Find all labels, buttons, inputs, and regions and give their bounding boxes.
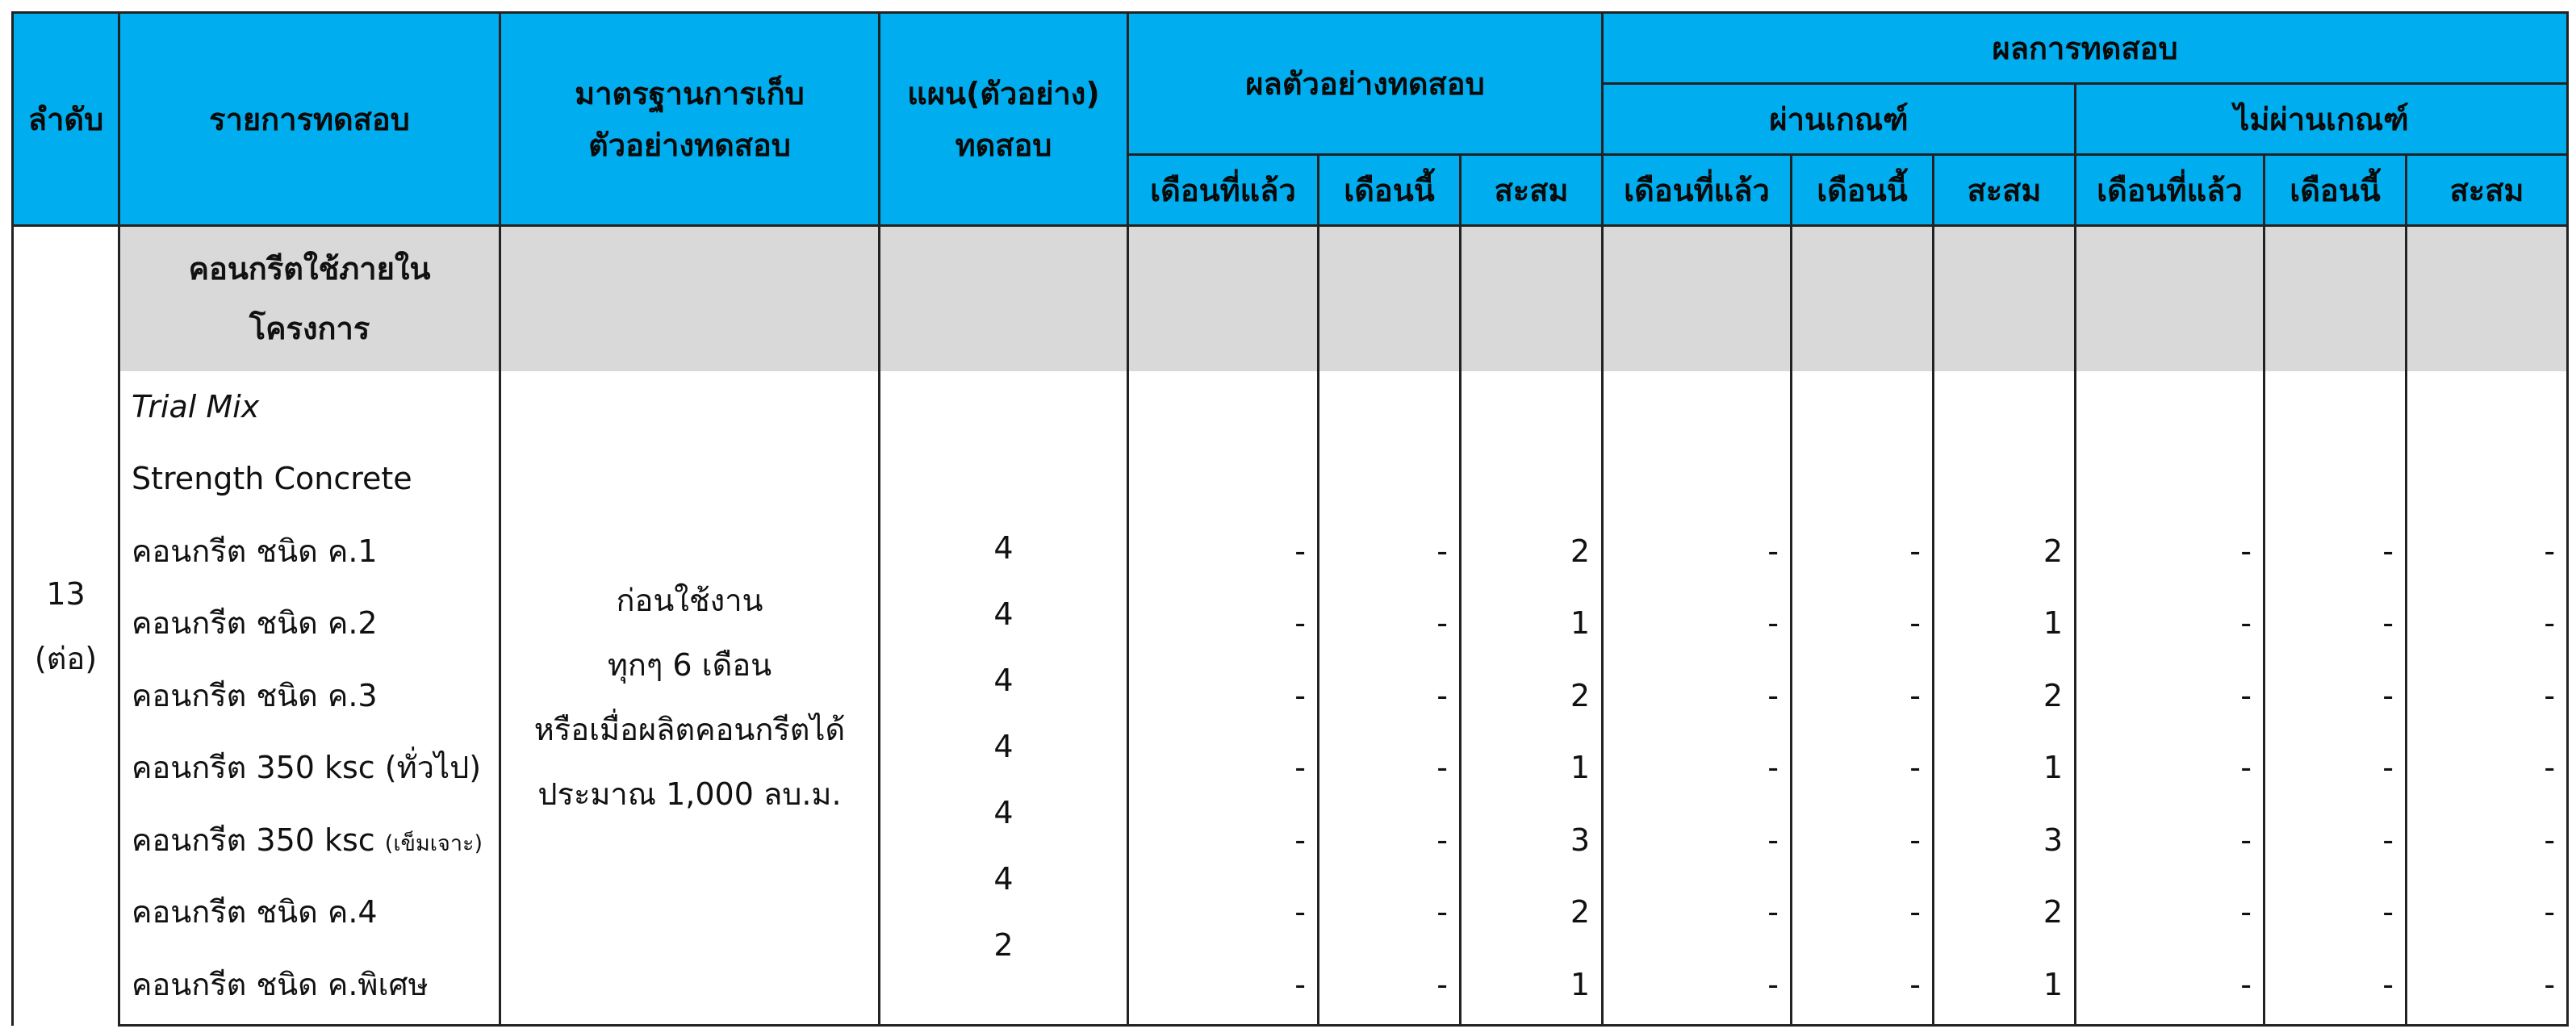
sample-cum-value: 3 [1570,822,1590,858]
sample-last-value: - [1294,966,1306,1002]
group-cell [1934,226,2076,371]
fail-last-value: - [2240,822,2252,858]
pass-this-value: - [1909,605,1921,641]
items-col-fail-this [2264,371,2407,1026]
sample-last-value: - [1294,533,1306,569]
fail-this-value: - [2382,822,2394,858]
header-fail: ไม่ผ่านเกณฑ์ [2076,84,2568,155]
fail-this-value: - [2382,750,2394,785]
standard-line-1: ก่อนใช้งาน [616,583,763,619]
fail-last-value: - [2240,750,2252,785]
sample-cum-value: 1 [1570,966,1590,1002]
header-standard-line2: ตัวอย่างทดสอบ [588,127,791,163]
pass-last-value: - [1767,822,1779,858]
group-cell [500,226,880,371]
sample-this-value: - [1436,533,1448,569]
fail-cum-value: - [2544,605,2556,641]
fail-last-value: - [2240,677,2252,713]
header-item: รายการทดสอบ [119,13,500,226]
header-fail-last-month: เดือนที่แล้ว [2076,155,2264,226]
pass-last-value: - [1767,677,1779,713]
trial-mix-label: Trial Mix [132,388,260,424]
header-plan-line2: ทดสอบ [955,127,1052,163]
strength-concrete-label: Strength Concrete [132,461,412,496]
pass-this-value: - [1909,966,1921,1002]
sample-cum-value: 2 [1570,677,1590,713]
item-name-6: คอนกรีต ชนิด ค.4 [132,894,378,930]
plan-value: 2 [993,926,1014,963]
group-cell [1128,226,1319,371]
header-sample-this-month: เดือนนี้ [1319,155,1461,226]
items-col-fail-cum [2407,371,2568,1026]
items-row [13,371,2568,1026]
sample-this-value: - [1436,966,1448,1002]
plan-value: 4 [993,662,1014,698]
standard-line-3: หรือเมื่อผลิตคอนกรีตได้ [533,712,846,748]
sample-last-value: - [1294,894,1306,930]
fail-this-value: - [2382,677,2394,713]
header-pass: ผ่านเกณฑ์ [1603,84,2076,155]
header-pass-this-month: เดือนนี้ [1792,155,1934,226]
fail-last-value: - [2240,605,2252,641]
group-cell [2076,226,2264,371]
group-cell [2407,226,2568,371]
header-sample-cumulative: สะสม [1461,155,1603,226]
item-name-3: คอนกรีต ชนิด ค.3 [132,677,378,713]
sample-this-value: - [1436,605,1448,641]
pass-last-value: - [1767,605,1779,641]
pass-this-value: - [1909,677,1921,713]
group-title-line2: โครงการ [249,311,370,347]
pass-last-value: - [1767,966,1779,1002]
pass-cum-value: 2 [2043,894,2063,930]
sample-last-value: - [1294,750,1306,785]
group-cell [1792,226,1934,371]
sample-this-value: - [1436,750,1448,785]
group-cell [880,226,1128,371]
sample-last-value: - [1294,605,1306,641]
seq-cell [13,226,119,1026]
header-standard [500,13,880,226]
fail-cum-value: - [2544,966,2556,1002]
fail-this-value: - [2382,533,2394,569]
items-col-sample-this [1319,371,1461,1026]
header-pass-last-month: เดือนที่แล้ว [1603,155,1792,226]
standard-cell [500,371,880,1026]
pass-last-value: - [1767,533,1779,569]
plan-value: 4 [993,596,1014,632]
group-row [13,226,2568,371]
sample-cum-value: 1 [1570,750,1590,785]
fail-cum-value: - [2544,822,2556,858]
pass-cum-value: 1 [2043,966,2063,1002]
items-col-pass-cum [1934,371,2076,1026]
header-sample-results: ผลตัวอย่างทดสอบ [1128,13,1603,155]
items-col-sample-cum [1461,371,1603,1026]
seq-number: 13 [46,575,86,612]
group-title-line1: คอนกรีตใช้ภายใน [188,251,431,287]
items-col-fail-last [2076,371,2264,1026]
item-name-5 [132,805,487,877]
seq-continued: (ต่อ) [34,640,98,676]
header-seq: ลำดับ [13,13,119,226]
header-standard-line1: มาตรฐานการเก็บ [575,75,805,111]
group-cell [2264,226,2407,371]
header-sample-last-month: เดือนที่แล้ว [1128,155,1319,226]
item-name-5-note: (เข็มเจาะ) [384,830,483,856]
plan-value: 4 [993,860,1014,897]
fail-this-value: - [2382,966,2394,1002]
plan-value: 4 [993,728,1014,764]
item-name-7: คอนกรีต ชนิด ค.พิเศษ [132,966,429,1002]
sample-this-value: - [1436,894,1448,930]
group-cell [1461,226,1603,371]
fail-cum-value: - [2544,750,2556,785]
pass-this-value: - [1909,533,1921,569]
pass-last-value: - [1767,894,1779,930]
sample-cum-value: 1 [1570,605,1590,641]
plan-value: 4 [993,794,1014,830]
test-results-table [11,11,2569,1027]
item-name-2: คอนกรีต ชนิด ค.2 [132,605,378,641]
fail-this-value: - [2382,894,2394,930]
pass-cum-value: 1 [2043,750,2063,785]
pass-this-value: - [1909,822,1921,858]
sample-last-value: - [1294,822,1306,858]
standard-line-2: ทุกๆ 6 เดือน [607,647,772,684]
fail-last-value: - [2240,533,2252,569]
sample-last-value: - [1294,677,1306,713]
group-cell [1319,226,1461,371]
items-col-pass-last [1603,371,1792,1026]
header-fail-cumulative: สะสม [2407,155,2568,226]
pass-cum-value: 3 [2043,822,2063,858]
fail-last-value: - [2240,966,2252,1002]
header-plan-line1: แผน(ตัวอย่าง) [907,75,1100,111]
item-name-5-text: คอนกรีต 350 ksc [132,822,385,858]
fail-last-value: - [2240,894,2252,930]
header-pass-cumulative: สะสม [1934,155,2076,226]
pass-last-value: - [1767,750,1779,785]
pass-this-value: - [1909,750,1921,785]
items-col-plan [880,371,1128,1026]
item-name-4: คอนกรีต 350 ksc (ทั่วไป) [132,750,482,785]
sample-cum-value: 2 [1570,894,1590,930]
pass-cum-value: 2 [2043,677,2063,713]
items-col-pass-this [1792,371,1934,1026]
pass-cum-value: 1 [2043,605,2063,641]
items-col-sample-last [1128,371,1319,1026]
fail-this-value: - [2382,605,2394,641]
pass-this-value: - [1909,894,1921,930]
header-fail-this-month: เดือนนี้ [2264,155,2407,226]
sample-cum-value: 2 [1570,533,1590,569]
plan-value: 4 [993,529,1014,566]
header-plan [880,13,1128,226]
sample-this-value: - [1436,677,1448,713]
fail-cum-value: - [2544,677,2556,713]
fail-cum-value: - [2544,894,2556,930]
header-test-results: ผลการทดสอบ [1603,13,2568,84]
sample-this-value: - [1436,822,1448,858]
fail-cum-value: - [2544,533,2556,569]
standard-line-4: ประมาณ 1,000 ลบ.ม. [537,776,842,813]
items-col-name [119,371,500,1026]
group-title [119,226,500,371]
group-cell [1603,226,1792,371]
pass-cum-value: 2 [2043,533,2063,569]
item-name-1: คอนกรีต ชนิด ค.1 [132,533,378,569]
